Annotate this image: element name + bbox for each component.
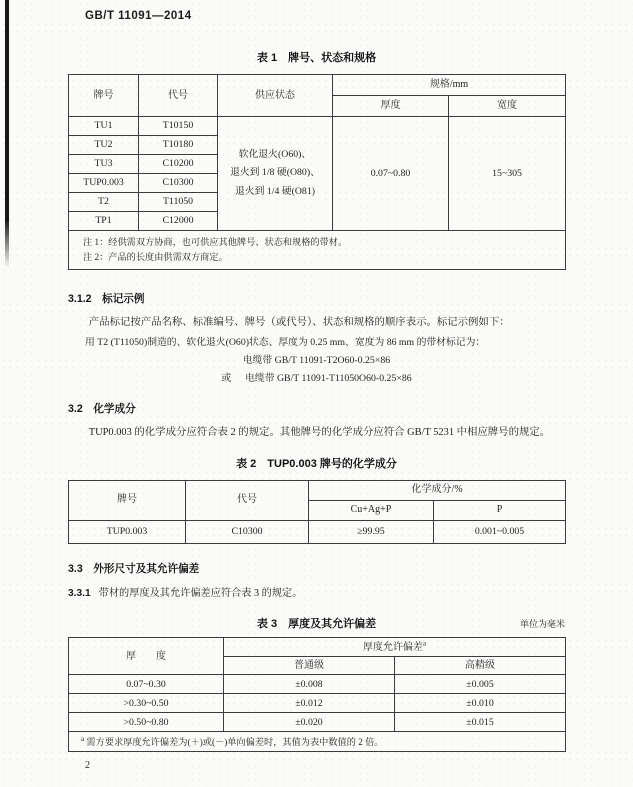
table1-note-1: 注 1：经供需双方协商，也可供应其他牌号、状态和规格的带材。 bbox=[83, 237, 348, 247]
marking-example-2-text: 电缆带 GB/T 11091-T11050O60-0.25×86 bbox=[245, 373, 412, 385]
thickness-cell: >0.50~0.80 bbox=[69, 713, 224, 732]
table-row bbox=[69, 520, 566, 543]
table2-header-grade: 牌号 bbox=[69, 480, 186, 520]
table3-unit-note: 单位为毫米 bbox=[519, 619, 565, 630]
marking-example-2 bbox=[68, 370, 565, 384]
footnote-marker: a bbox=[422, 639, 427, 648]
table3-title: 表 3 厚度及其允许偏差 bbox=[256, 618, 377, 631]
table3-caption-row bbox=[0, 615, 633, 629]
table3-header-high-precision: 高精级 bbox=[395, 657, 566, 675]
table1-grades-conditions-specs bbox=[68, 74, 566, 270]
grade-cell: TU3 bbox=[69, 155, 139, 174]
grade-cell: TUP0.003 bbox=[69, 520, 186, 543]
thickness-cell: 0.07~0.30 bbox=[69, 675, 224, 694]
section-3-2-heading: 3.2 化学成分 bbox=[68, 403, 136, 416]
table1-header-supply-condition: 供应状态 bbox=[218, 75, 333, 117]
section-3-1-2-paragraph: 产品标记按产品名称、标准编号、牌号（或代号）、状态和规格的顺序表示。标记示例如下： bbox=[88, 317, 510, 329]
section-3-3-heading: 3.3 外形尺寸及其允许偏差 bbox=[68, 562, 200, 575]
high-tolerance-cell: ±0.015 bbox=[395, 713, 566, 732]
section-3-3-1-paragraph bbox=[68, 586, 568, 602]
table-row-footnote bbox=[69, 732, 566, 752]
grade-cell: TUP0.003 bbox=[69, 174, 139, 193]
supply-condition-line: 软化退火(O60)、 bbox=[238, 149, 312, 161]
code-cell: T11050 bbox=[139, 193, 218, 212]
table2-title: 表 2 TUP0.003 牌号的化学成分 bbox=[236, 457, 397, 470]
supply-condition-line: 退火到 1/4 硬(O81) bbox=[234, 185, 315, 197]
marking-example-1: 电缆带 GB/T 11091-T2O60-0.25×86 bbox=[242, 355, 391, 367]
normal-tolerance-cell: ±0.008 bbox=[224, 675, 395, 694]
section-3-3-1-number: 3.3.1 bbox=[68, 587, 91, 599]
table1-header-width: 宽度 bbox=[449, 96, 566, 117]
table-row bbox=[69, 694, 566, 713]
table3-header-normal-grade: 普通级 bbox=[224, 657, 395, 675]
marking-example-2-prefix: 或 bbox=[221, 373, 232, 385]
table1-note-2: 注 2：产品的长度由供需双方商定。 bbox=[83, 252, 228, 263]
section-3-1-2-heading: 3.1.2 标记示例 bbox=[68, 293, 145, 306]
table1-notes-cell bbox=[69, 231, 566, 270]
table2-header-p: P bbox=[434, 500, 566, 520]
supply-condition-line: 退火到 1/8 硬(O80)、 bbox=[230, 167, 320, 179]
grade-cell: T2 bbox=[69, 193, 139, 212]
p-value-cell: 0.001~0.005 bbox=[434, 520, 566, 543]
table3-header-tolerance-text: 厚度允许偏差 bbox=[362, 641, 423, 653]
page-number: 2 bbox=[85, 760, 90, 772]
grade-cell: TP1 bbox=[69, 212, 139, 231]
code-cell: C12000 bbox=[139, 212, 218, 231]
table-row bbox=[69, 713, 566, 732]
table3-header-thickness: 厚 度 bbox=[69, 638, 224, 675]
code-cell: C10300 bbox=[186, 520, 309, 543]
table2-header-code: 代号 bbox=[186, 480, 309, 520]
grade-cell: TU2 bbox=[69, 136, 139, 155]
grade-cell: TU1 bbox=[69, 117, 139, 136]
code-cell: C10200 bbox=[139, 155, 218, 174]
table1-title: 表 1 牌号、状态和规格 bbox=[256, 52, 377, 64]
section-3-2-paragraph: TUP0.003 的化学成分应符合表 2 的规定。其他牌号的化学成分应符合 GB/T 5231 中相应牌号的规定。 bbox=[88, 427, 551, 439]
thickness-cell: >0.30~0.50 bbox=[69, 694, 224, 713]
supply-condition-cell bbox=[218, 117, 333, 231]
table-row-notes bbox=[69, 231, 566, 270]
thickness-range-cell: 0.07~0.80 bbox=[333, 117, 449, 231]
table2-header-cu-ag-p: Cu+Ag+P bbox=[309, 500, 434, 520]
table2-header-composition: 化学成分/% bbox=[309, 480, 566, 500]
high-tolerance-cell: ±0.010 bbox=[395, 694, 566, 713]
code-cell: T10150 bbox=[139, 117, 218, 136]
table1-header-code: 代号 bbox=[139, 75, 218, 117]
cu-ag-p-value-cell: ≥99.95 bbox=[309, 520, 434, 543]
code-cell: C10300 bbox=[139, 174, 218, 193]
table3-thickness-tolerances bbox=[68, 637, 566, 752]
table3-footnote-text: 需方要求厚度允许偏差为(＋)或(－)单向偏差时，其值为表中数值的 2 倍。 bbox=[86, 736, 384, 747]
table1-header-grade: 牌号 bbox=[69, 75, 139, 117]
normal-tolerance-cell: ±0.020 bbox=[224, 713, 395, 732]
table-row bbox=[69, 117, 566, 136]
section-3-3-1-text: 带材的厚度及其允许偏差应符合表 3 的规定。 bbox=[98, 587, 303, 599]
table-row bbox=[69, 675, 566, 694]
normal-tolerance-cell: ±0.012 bbox=[224, 694, 395, 713]
code-cell: T10180 bbox=[139, 136, 218, 155]
high-tolerance-cell: ±0.005 bbox=[395, 675, 566, 694]
footnote-marker: a bbox=[81, 734, 85, 743]
table3-footnote-cell bbox=[69, 732, 566, 752]
table1-header-thickness: 厚度 bbox=[333, 96, 449, 117]
table3-header-tolerance bbox=[224, 638, 566, 657]
marking-example-intro: 用 T2 (T11050)制造的、软化退火(O60)状态、厚度为 0.25 mm、宽度为 86 mm 的带材标记为： bbox=[85, 337, 486, 349]
table2-chemical-composition bbox=[68, 480, 566, 544]
table1-header-spec: 规格/mm bbox=[333, 75, 566, 96]
width-range-cell: 15~305 bbox=[449, 117, 566, 231]
standard-number-header: GB/T 11091—2014 bbox=[85, 10, 192, 22]
